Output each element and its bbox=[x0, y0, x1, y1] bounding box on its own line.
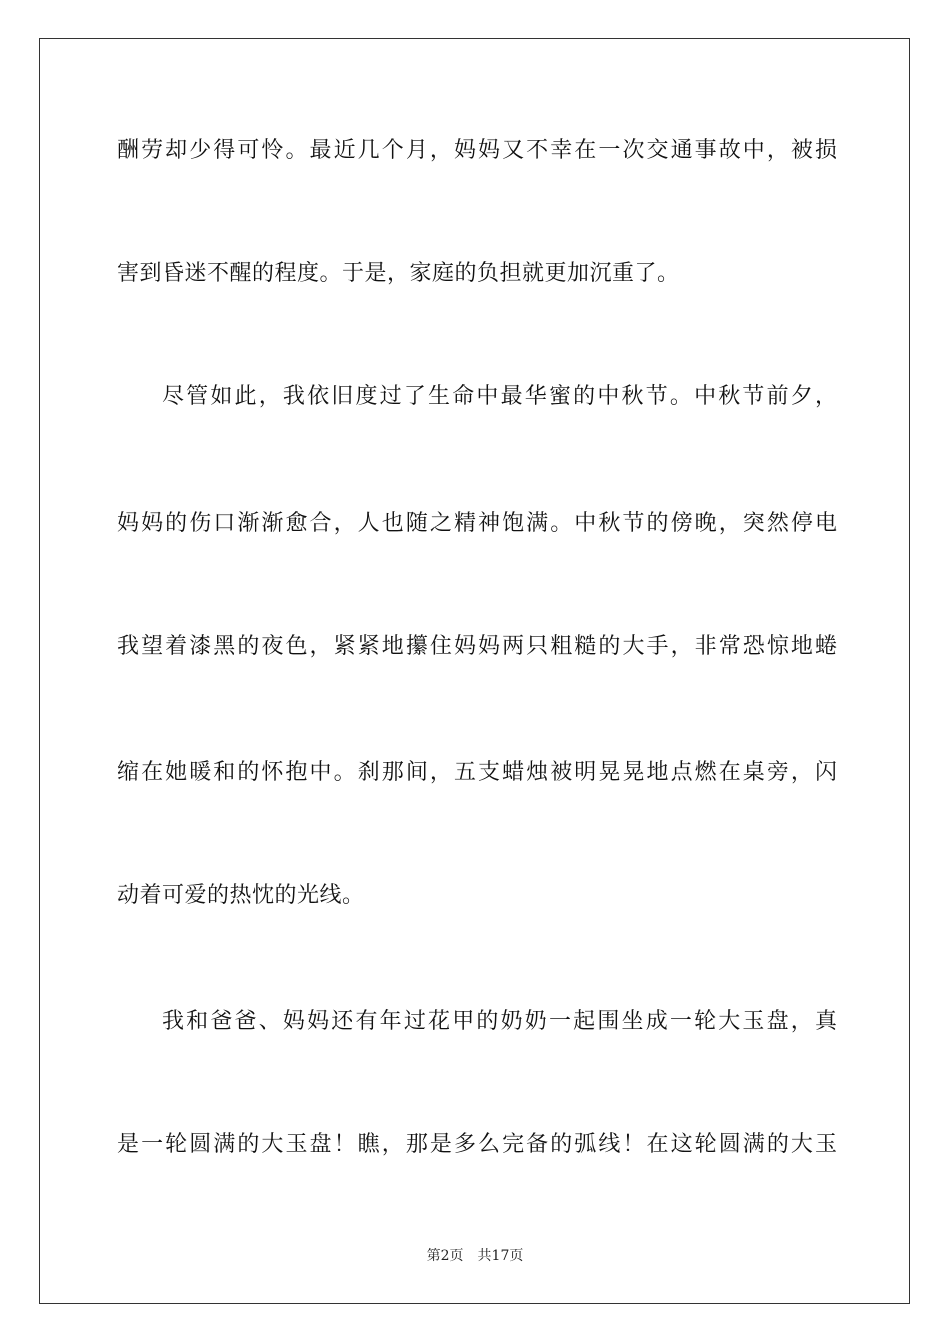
page-frame bbox=[39, 38, 910, 1304]
text-line-7: 动着可爱的热忱的光线。 bbox=[117, 883, 365, 908]
text-line-4: 妈妈的伤口渐渐愈合，人也随之精神饱满。中秋节的傍晚，突然停电 bbox=[117, 511, 837, 536]
text-line-3: 尽管如此，我依旧度过了生命中最华蜜的中秋节。中秋节前夕， bbox=[162, 384, 837, 409]
page-footer bbox=[0, 1247, 950, 1265]
page-total: 共17页 bbox=[477, 1248, 524, 1264]
text-line-2: 害到昏迷不醒的程度。于是，家庭的负担就更加沉重了。 bbox=[117, 261, 680, 286]
text-line-5: 我望着漆黑的夜色，紧紧地攥住妈妈两只粗糙的大手，非常恐惊地蜷 bbox=[117, 634, 837, 659]
text-line-6: 缩在她暖和的怀抱中。刹那间，五支蜡烛被明晃晃地点燃在桌旁，闪 bbox=[117, 760, 837, 785]
text-line-8: 我和爸爸、妈妈还有年过花甲的奶奶一起围坐成一轮大玉盘，真 bbox=[162, 1009, 837, 1034]
page-number: 第2页 bbox=[426, 1248, 464, 1264]
text-line-9: 是一轮圆满的大玉盘！瞧，那是多么完备的弧线！在这轮圆满的大玉 bbox=[117, 1132, 837, 1157]
text-line-1: 酬劳却少得可怜。最近几个月，妈妈又不幸在一次交通事故中，被损 bbox=[117, 138, 837, 163]
